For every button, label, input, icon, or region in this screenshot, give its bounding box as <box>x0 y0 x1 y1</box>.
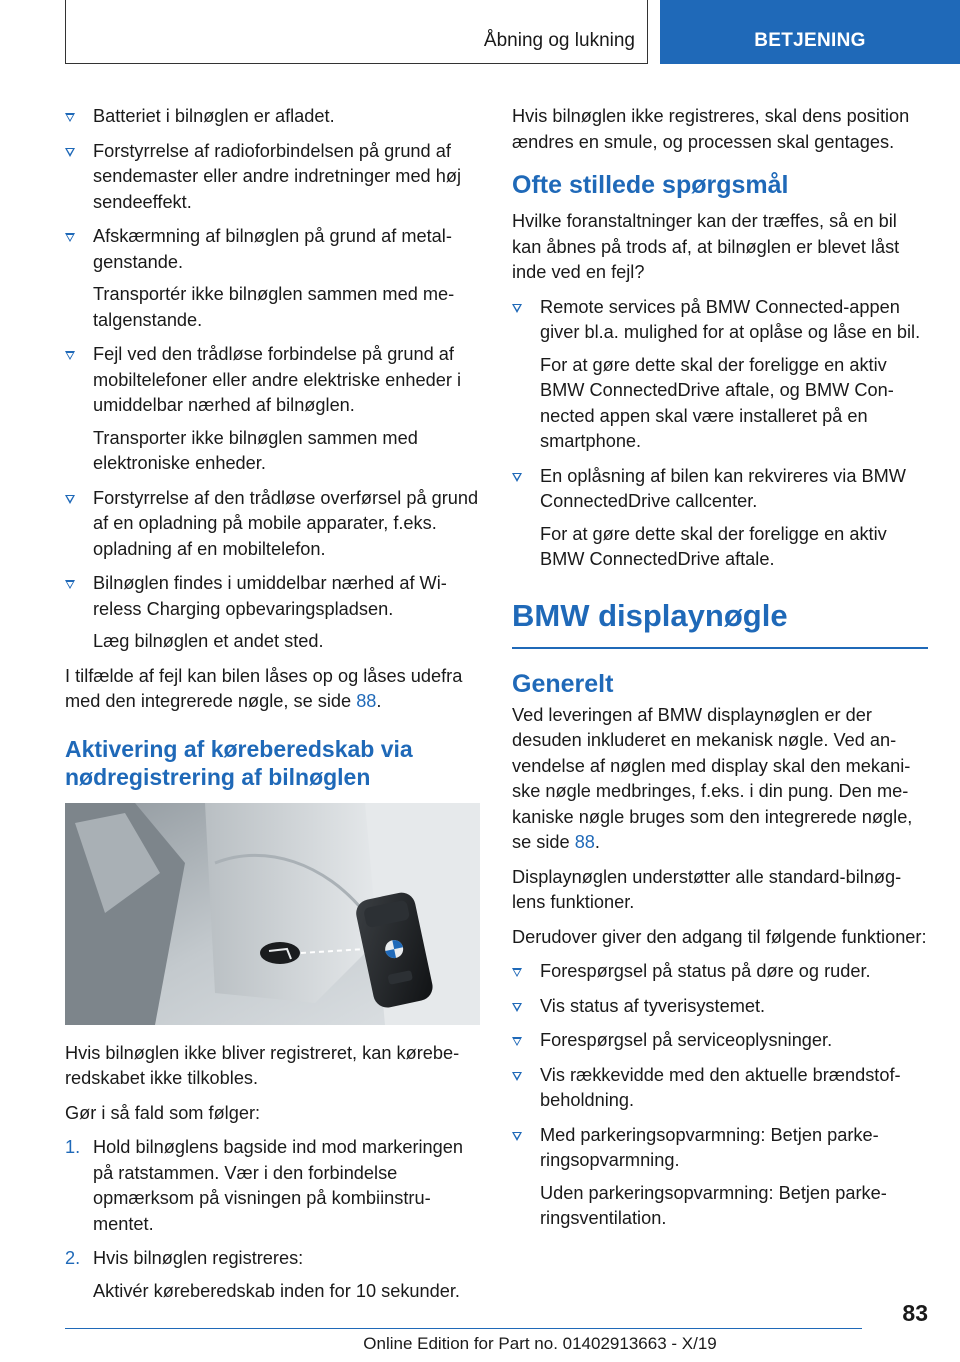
faq-question: Hvilke foranstaltninger kan der træffes, så en bil kan åbnes på trods af, at bilnøglen er blevet låst inde ved en fejl? <box>512 211 900 282</box>
left-column <box>65 104 485 1313</box>
header-chapter-title: BETJENING <box>754 30 866 51</box>
faq-heading: Ofte stillede spørgsmål <box>512 171 789 199</box>
header-chapter-tab <box>660 0 960 64</box>
list-item: Afskærmning af bilnøglen på grund af metalgenstande. Transportér ikke bilnøglen sammen med metalgenstande. <box>65 224 485 333</box>
list-item: Forstyrrelse af den trådløse overførsel på grund af en opladning på mobile apparater, f.eks. opladning af en mobiltelefon. <box>65 486 485 563</box>
list-item: Forstyrrelse af radioforbindelsen på grund af sendemaster eller andre indretninger med høj sendeeffekt. <box>65 139 485 216</box>
header-section-box <box>65 0 648 64</box>
general-text-2: Displaynøglen understøtter alle standard-bilnøglens funktioner. <box>512 866 902 912</box>
faq-answer-list <box>512 295 928 573</box>
do-as-follows-text: Gør i så fald som følger: <box>65 1102 261 1123</box>
step-item: 1. Hold bilnøglens bagside ind mod markeringen på ratstammen. Vær i den forbindelse opmærksom på visningen på kombiinstrumentet. <box>65 1137 464 1234</box>
page-header <box>0 0 960 66</box>
footer-edition: Online Edition for Part no. 01402913663 - X/19 <box>363 1334 717 1353</box>
bullet-triangle-icon <box>65 113 75 122</box>
list-item: Bilnøglen findes i umiddelbar nærhed af Wireless Charging opbevaringspladsen. Læg bilnøglen et andet sted. <box>65 571 485 655</box>
bullet-triangle-icon <box>512 1003 522 1012</box>
bullet-triangle-icon <box>512 968 522 977</box>
bullet-triangle-icon <box>65 351 75 360</box>
list-item: Forespørgsel på serviceoplysninger. <box>512 1028 928 1054</box>
list-item: Forespørgsel på status på døre og ruder. <box>512 959 928 985</box>
list-item: Vis rækkevidde med den aktuelle brændstofbeholdning. <box>512 1063 928 1114</box>
page-ref-link[interactable]: 88 <box>574 832 595 852</box>
steps-list <box>65 1135 485 1304</box>
step-item: 2. Hvis bilnøglen registreres: Aktivér køreberedskab inden for 10 sekunder. <box>65 1248 460 1301</box>
cause-list <box>65 104 485 655</box>
bullet-triangle-icon <box>65 495 75 504</box>
list-item: Fejl ved den trådløse forbindelse på grund af mobiltelefoner eller andre elektriske enheder i umiddelbar nærhed af bilnøglen. Transporter ikke bilnøglen sammen med elektroniske enheder. <box>65 342 485 477</box>
list-item: En oplåsning af bilen kan rekvireres via BMW ConnectedDrive callcenter. For at gøre dette skal der foreligge en aktiv BMW ConnectedDrive aftale. <box>512 464 928 573</box>
list-item: Vis status af tyverisystemet. <box>512 994 928 1020</box>
section-heading-emergency: Aktivering af køreberedskab via nødregistrering af bilnøglen <box>65 735 413 790</box>
sub-heading-general: Generelt <box>512 669 614 698</box>
function-list <box>512 959 928 1232</box>
bullet-triangle-icon <box>512 1072 522 1081</box>
list-item: Med parkeringsopvarmning: Betjen parkeringsopvarmning. Uden parkeringsopvarmning: Betjen parkeringsventilation. <box>512 1123 928 1232</box>
bullet-triangle-icon <box>512 1037 522 1046</box>
footer-divider <box>65 1328 862 1329</box>
page-number: 83 <box>902 1300 928 1326</box>
right-column <box>512 104 928 1241</box>
bullet-triangle-icon <box>65 233 75 242</box>
reposition-text: Hvis bilnøglen ikke registreres, skal dens position ændres en smule, og processen skal gentages. <box>512 106 910 152</box>
bullet-triangle-icon <box>512 1132 522 1141</box>
steering-column-photo <box>65 803 480 1025</box>
general-text-3: Derudover giver den adgang til følgende funktioner: <box>512 926 927 947</box>
list-item: Remote services på BMW Connected-appen giver bl.a. mulighed for at oplåse og låse en bil. For at gøre dette skal der foreligge en aktiv BMW ConnectedDrive aftale, og BMW Connected appen skal være installeret på en smartphone. <box>512 295 928 455</box>
list-item: Batteriet i bilnøglen er afladet. <box>65 104 485 130</box>
main-heading-display-key: BMW displaynøgle <box>512 597 928 649</box>
general-text-1: Ved leveringen af BMW displaynøglen er der desuden inkluderet en mekanisk nøgle. Ved anvendelse af nøglen med display skal den mekaniske nøgle medbringes, f.eks. i din pung. Den mekaniske nøgle bruges som den integrerede nøgle, se side 88. <box>512 704 913 852</box>
bullet-triangle-icon <box>65 148 75 157</box>
not-registered-text: Hvis bilnøglen ikke bliver registreret, kan køreberedskabet ikke tilkobles. <box>65 1042 460 1088</box>
bullet-triangle-icon <box>512 473 522 482</box>
header-section-title: Åbning og lukning <box>483 30 635 51</box>
bullet-triangle-icon <box>512 304 522 313</box>
bullet-triangle-icon <box>65 580 75 589</box>
page-ref-link[interactable]: 88 <box>356 691 377 711</box>
integrated-key-note: I tilfælde af fejl kan bilen låses op og låses udefra med den integrerede nøgle, se side 88. <box>65 665 463 711</box>
